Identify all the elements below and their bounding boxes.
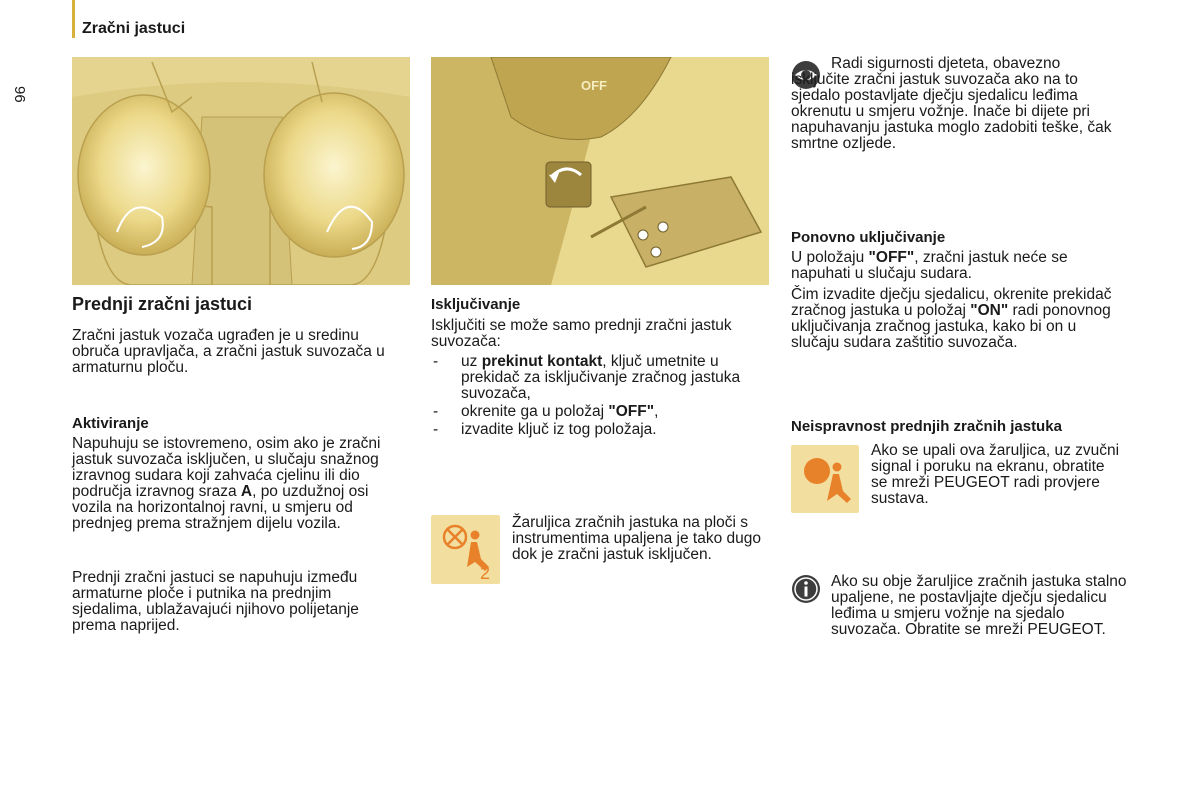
airbag-off-lamp-icon — [431, 515, 500, 584]
reactivation-paragraph-1: U položaju "OFF", zračni jastuk neće se napuhati u slučaju sudara. — [791, 249, 1068, 282]
info-icon — [791, 574, 821, 604]
deactivation-step-3: - izvadite ključ iz tog položaja. — [431, 422, 771, 438]
header-accent-bar — [72, 0, 75, 38]
front-airbags-intro: Zračni jastuk vozača ugrađen je u sredinu obruča upravljača, a zračni jastuk suvozača u armaturnu ploču. — [72, 327, 385, 376]
airbag-off-lamp-note: Žaruljica zračnih jastuka na ploči s instrumentima upaljena je tako dugo dok je zračni jastuk isključen. — [512, 514, 762, 563]
page-number: 96 — [11, 86, 28, 103]
info-note: Ako su obje žaruljice zračnih jastuka stalno upaljene, ne postavljajte dječju sjedalicu leđima u smjeru vožnje na sjedalo suvozača. Obratite se mreži PEUGEOT. — [831, 573, 1127, 638]
activation-paragraph: Napuhuju se istovremeno, osim ako je zračni jastuk suvozača isključen, u slučaju snažnog izravnog sudara koji zahvaća cjelinu ili dio područja izravnog sraza A, po uzdužnoj osi vozila na horizontalnoj ravni, u smjeru od prednjeg prema stražnjem dijelu vozila. — [72, 435, 381, 532]
svg-text:2: 2 — [480, 563, 491, 583]
fault-heading: Neispravnost prednjih zračnih jastuka — [791, 418, 1062, 435]
activation-paragraph-2: Prednji zračni jastuci se napuhuju između armaturne ploče i putnika na prednjim sjedalima, ublažavajući njihovo polijetanje prema naprijed. — [72, 569, 359, 634]
deactivation-intro: Isključiti se može samo prednji zračni jastuk suvozača: — [431, 317, 732, 350]
deactivation-step-1: - uz prekinut kontakt, ključ umetnite u prekidač za isključivanje zračnog jastuka suvozača, — [431, 354, 771, 402]
airbag-lamp-icon — [791, 445, 859, 513]
off-label: OFF — [581, 78, 607, 93]
deactivation-steps — [431, 354, 771, 438]
activation-heading: Aktiviranje — [72, 415, 149, 432]
front-airbags-illustration — [72, 57, 410, 285]
reactivation-paragraph-2: Čim izvadite dječju sjedalicu, okrenite prekidač zračnog jastuka u položaj "ON" radi ponovnog uključivanja zračnog jastuka, kako bi on u slučaju sudara zaštitio suvozača. — [791, 286, 1112, 351]
page-header-title: Zračni jastuci — [82, 20, 186, 37]
child-seat-warning-note: Radi sigurnosti djeteta, obavezno isključite zračni jastuk suvozača ako na to sjedalo postavljate dječju sjedalicu leđima okrenutu u smjeru vožnje. Inače bi dijete pri napuhavanju jastuka moglo zadobiti teške, čak smrtne ozljede. — [791, 55, 1112, 152]
fault-note: Ako se upali ova žaruljica, uz zvučni signal i poruku na ekranu, obratite se mreži PEUGEOT radi provjere sustava. — [871, 442, 1120, 507]
airbag-key-switch-illustration — [431, 57, 769, 285]
deactivation-heading: Isključivanje — [431, 296, 521, 313]
deactivation-step-2: - okrenite ga u položaj "OFF", — [431, 404, 771, 420]
reactivation-heading: Ponovno uključivanje — [791, 229, 946, 246]
front-airbags-heading: Prednji zračni jastuci — [72, 294, 253, 314]
